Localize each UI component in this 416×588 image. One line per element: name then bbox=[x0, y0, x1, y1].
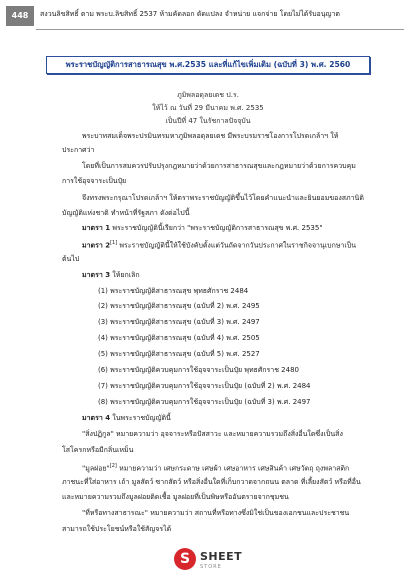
definition-3b: สามารถใช้ประโยชน์หรือใช้สัญจรได้ bbox=[62, 525, 172, 533]
section-4-label: มาตรา 4 bbox=[82, 414, 111, 422]
page-number: 448 bbox=[6, 6, 34, 26]
definition-1b: โสโครกหรือมีกลิ่นเหม็น bbox=[62, 446, 134, 454]
definition-2a bbox=[82, 461, 349, 473]
definition-2-text: หมายความว่า เศษกระดาษ เศษผ้า เศษอาหาร เศษสินค้า เศษวัตถุ ถุงพลาสติก bbox=[119, 464, 350, 473]
definition-2c: และหมายความรวมถึงมูลฝอยติดเชื้อ มูลฝอยที่เป็นพิษหรืออันตรายจากชุมชน bbox=[62, 493, 289, 501]
paragraph-2a: โดยที่เป็นการสมควรปรับปรุงกฎหมายว่าด้วยการสาธารณสุขและกฎหมายว่าด้วยการควบคุม bbox=[82, 162, 356, 170]
definition-1a: "สิ่งปฏิกูล" หมายความว่า อุจจาระหรือปัสสาวะ และหมายความรวมถึงสิ่งอื่นใดซึ่งเป็นสิ่ง bbox=[82, 430, 343, 438]
king-signature: ภูมิพลอดุลยเดช ป.ร. bbox=[177, 91, 239, 99]
section-3 bbox=[82, 270, 140, 280]
section-1 bbox=[82, 223, 323, 233]
logo-text: SHEET bbox=[200, 550, 243, 563]
definition-3a: "ที่หรือทางสาธารณะ" หมายความว่า สถานที่หรือทางซึ่งมิใช่เป็นของเอกชนและประชาชน bbox=[82, 509, 350, 517]
section-2-tail: ต้นไป bbox=[62, 255, 80, 263]
footnote-ref-1[interactable]: [1] bbox=[110, 240, 118, 246]
section-1-label: มาตรา 1 bbox=[82, 224, 111, 232]
document-title: พระราชบัญญัติการสาธารณสุข พ.ศ.2535 และที่แก้ไขเพิ่มเติม (ฉบับที่ 3) พ.ศ. 2560 bbox=[46, 56, 370, 74]
given-date: ให้ไว้ ณ วันที่ 29 มีนาคม พ.ศ. 2535 bbox=[152, 104, 264, 112]
paragraph-1b: ประกาศว่า bbox=[62, 146, 95, 154]
logo-mark-icon: S bbox=[174, 548, 196, 570]
repealed-item: (3) พระราชบัญญัติสาธารณสุข (ฉบับที่ 3) พ.ศ. 2497 bbox=[98, 318, 260, 326]
reign-year: เป็นปีที่ 47 ในรัชกาลปัจจุบัน bbox=[165, 117, 251, 125]
definition-2b: ภาชนะที่ใส่อาหาร เถ้า มูลสัตว์ ซากสัตว์ หรือสิ่งอื่นใดที่เก็บกวาดจากถนน ตลาด ที่เลี้ยงสัตว์ หรือที่อื่น bbox=[62, 478, 361, 486]
repealed-item: (6) พระราชบัญญัติควบคุมการใช้อุจจาระเป็นปุ๋ย พุทธศักราช 2480 bbox=[98, 366, 299, 374]
section-3-text: ให้ยกเลิก bbox=[112, 271, 140, 279]
logo-subtext: STORE bbox=[200, 564, 222, 570]
section-3-label: มาตรา 3 bbox=[82, 271, 111, 279]
repealed-item: (1) พระราชบัญญัติสาธารณสุข พุทธศักราช 2484 bbox=[98, 287, 249, 295]
section-1-text: พระราชบัญญัตินี้เรียกว่า "พระราชบัญญัติการสาธารณสุข พ.ศ. 2535" bbox=[112, 224, 323, 232]
section-4 bbox=[82, 413, 171, 423]
repealed-item: (2) พระราชบัญญัติสาธารณสุข (ฉบับที่ 2) พ.ศ. 2495 bbox=[98, 302, 260, 310]
repealed-item: (4) พระราชบัญญัติสาธารณสุข (ฉบับที่ 4) พ.ศ. 2505 bbox=[98, 334, 260, 342]
paragraph-1a: พระบาทสมเด็จพระปรมินทรมหาภูมิพลอดุลยเดช มีพระบรมราชโองการโปรดเกล้าฯ ให้ bbox=[82, 132, 339, 140]
paragraph-3b: บัญญัติแห่งชาติ ทำหน้าที่รัฐสภา ดังต่อไปนี้ bbox=[62, 209, 190, 217]
section-4-text: ในพระราชบัญญัตินี้ bbox=[112, 414, 171, 422]
section-2-text: พระราชบัญญัตินี้ให้ใช้บังคับตั้งแต่วันถัดจากวันประกาศในราชกิจจานุเบกษาเป็น bbox=[119, 241, 357, 250]
paragraph-2b: การใช้อุจจาระเป็นปุ๋ย bbox=[62, 177, 127, 185]
header-divider bbox=[36, 29, 404, 30]
copyright-notice: สงวนลิขสิทธิ์ ตาม พระบ.ลิขสิทธิ์ 2537 ห้ามคัดลอก ดัดแปลง จำหน่าย แจกจ่าย โดยไม่ได้รับอนุญาต bbox=[40, 10, 340, 18]
footnote-ref-2[interactable]: [2] bbox=[109, 463, 117, 469]
section-2-label: มาตรา 2 bbox=[82, 241, 111, 250]
repealed-item: (8) พระราชบัญญัติควบคุมการใช้อุจจาระเป็นปุ๋ย (ฉบับที่ 3) พ.ศ. 2497 bbox=[98, 398, 311, 406]
paragraph-3a: จึงทรงพระกรุณาโปรดเกล้าฯ ให้ตราพระราชบัญญัติขึ้นไว้โดยคำแนะนำและยินยอมของสภานิติ bbox=[82, 194, 364, 202]
sheet-store-logo bbox=[174, 545, 246, 577]
definition-2-term: "มูลฝอย" bbox=[82, 464, 110, 473]
repealed-item: (5) พระราชบัญญัติสาธารณสุข (ฉบับที่ 5) พ.ศ. 2527 bbox=[98, 350, 260, 358]
section-2 bbox=[82, 238, 356, 250]
repealed-item: (7) พระราชบัญญัติควบคุมการใช้อุจจาระเป็นปุ๋ย (ฉบับที่ 2) พ.ศ. 2484 bbox=[98, 382, 311, 390]
